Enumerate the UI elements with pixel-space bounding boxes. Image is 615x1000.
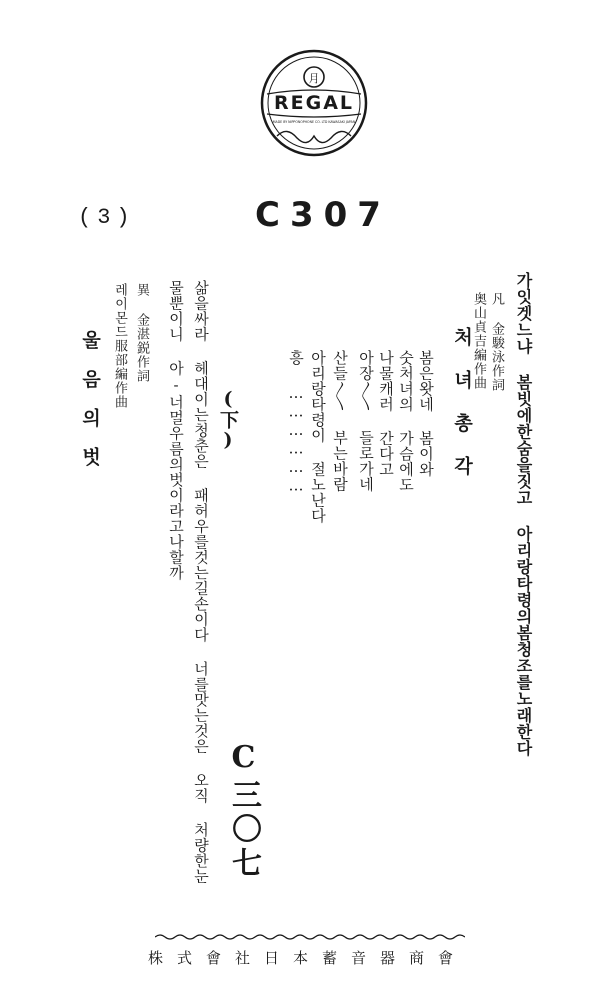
lyric-line: 삶을싸라 헤대이는청춘은 패허우를것는길손이다 너를맛는것은 오직 처량한눈 [192, 280, 210, 884]
publisher-name: 株式會社日本蓄音器商會 [147, 949, 467, 967]
lyric-line: 봄은왓네 봄이와 [417, 350, 435, 477]
lyric-line: 숫처녀의 가슴에도 [397, 350, 415, 493]
song-intro-text: 가잇겟느냐 봄빗에한숨을짓고 아리랑타령의봄청조를노래한다 [514, 272, 533, 757]
arranger-credit: 레이몬드服部編作曲 [112, 283, 127, 409]
lyricist-credit: 異 金湛鋭作詞 [134, 283, 149, 383]
lyric-line: 아리랑타령이 절노난다 [309, 350, 327, 524]
song-title: 울음의벗 [79, 330, 101, 486]
side-label: (下) [217, 388, 239, 451]
lyric-line: 산들〳〵 부는바람 [331, 350, 349, 492]
lyric-line: 흥 ……………… [287, 350, 305, 495]
logo-fine-print: MADE BY NIPPONOPHONE CO. LTD KAWASAKI JAPAN [272, 120, 356, 124]
regal-logo [259, 48, 369, 158]
footer-divider [155, 928, 465, 936]
logo-emblem-glyph: 月 [308, 72, 320, 85]
lyric-line: 나물캐러 간다고 [377, 350, 395, 477]
catalog-number-vertical: C三〇七 [226, 740, 261, 881]
song-title: 처녀총각 [451, 327, 473, 499]
catalog-number: C307 [255, 195, 391, 235]
regal-logo-icon [259, 48, 369, 158]
page-number: (3) [78, 205, 136, 230]
lyricist-credit: 凡 金駿泳作詞 [489, 292, 504, 392]
lyric-line: 아장〳〵 들로가네 [357, 350, 375, 492]
logo-brand-text: REGAL [273, 92, 355, 114]
lyric-line: 물뿐이니 아-너멀우름의벗이라고나할까 [167, 280, 185, 581]
composer-credit: 奥山貞吉編作曲 [471, 292, 486, 390]
